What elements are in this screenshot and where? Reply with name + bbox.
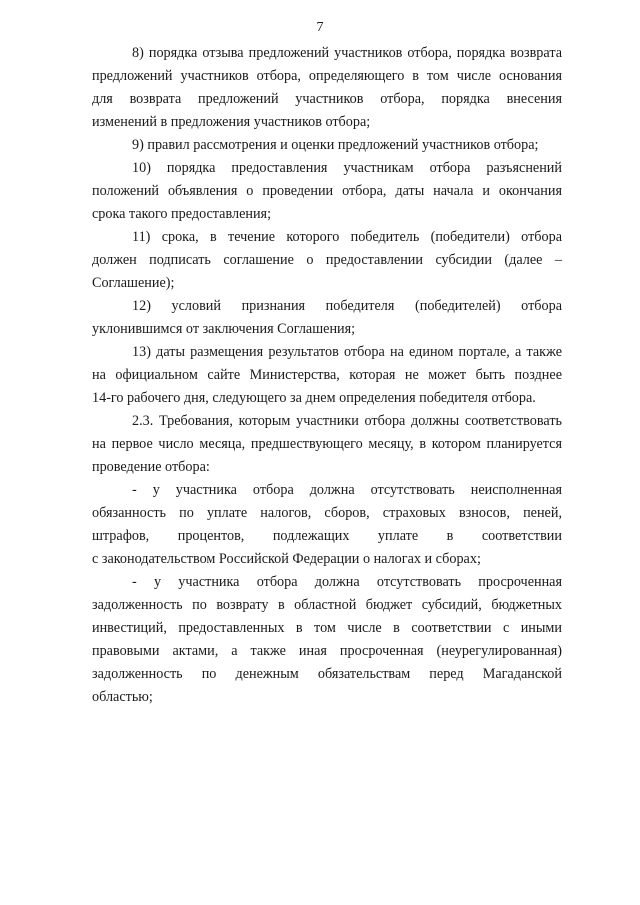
- text-line: - у участника отбора должна отсутствовать просроченная: [132, 574, 562, 590]
- text-line: уклонившимся от заключения Соглашения;: [92, 321, 356, 337]
- text-line: предложений участников отбора, определяющего в том числе основания: [92, 68, 562, 84]
- text-line: изменений в предложения участников отбора;: [92, 114, 371, 130]
- paragraph-item-12: [92, 295, 562, 341]
- text-line: 14-го рабочего дня, следующего за днем определения победителя отбора.: [92, 390, 536, 406]
- text-line: 10) порядка предоставления участникам отбора разъяснений: [132, 160, 562, 176]
- text-line: 11) срока, в течение которого победитель (победители) отбора: [132, 229, 562, 245]
- text-line: областью;: [92, 689, 153, 705]
- paragraph-item-8: [92, 42, 562, 134]
- text-line: инвестиций, предоставленных в том числе в соответствии с иными: [92, 620, 562, 636]
- text-line: обязанность по уплате налогов, сборов, страховых взносов, пеней,: [92, 505, 562, 521]
- text-line: для возврата предложений участников отбора, порядка внесения: [92, 91, 562, 107]
- requirement-item-2: [92, 571, 562, 709]
- text-line: Соглашение);: [92, 275, 175, 291]
- text-line: срока такого предоставления;: [92, 206, 272, 222]
- section-2-3-intro: [92, 410, 562, 479]
- paragraph-item-10: [92, 157, 562, 226]
- text-line: на первое число месяца, предшествующего месяцу, в котором планируется: [92, 436, 562, 452]
- text-line: 8) порядка отзыва предложений участников отбора, порядка возврата: [132, 45, 562, 61]
- text-line: задолженность по возврату в областной бюджет субсидий, бюджетных: [92, 597, 562, 613]
- text-line: 13) даты размещения результатов отбора на едином портале, а также: [132, 344, 562, 360]
- text-line: положений объявления о проведении отбора, даты начала и окончания: [92, 183, 562, 199]
- text-line: должен подписать соглашение о предоставлении субсидии (далее –: [92, 252, 562, 268]
- text-line: 2.3. Требования, которым участники отбора должны соответствовать: [132, 413, 562, 429]
- text-line: 9) правил рассмотрения и оценки предложений участников отбора;: [132, 137, 539, 153]
- text-line: задолженность по денежным обязательствам перед Магаданской: [92, 666, 562, 682]
- text-line: - у участника отбора должна отсутствовать неисполненная: [132, 482, 562, 498]
- text-line: штрафов, процентов, подлежащих уплате в соответствии: [92, 528, 562, 544]
- paragraph-item-13: [92, 341, 562, 410]
- document-body: [92, 42, 562, 709]
- text-line: 12) условий признания победителя (победителей) отбора: [132, 298, 562, 314]
- text-line: с законодательством Российской Федерации о налогах и сборах;: [92, 551, 481, 567]
- requirement-item-1: [92, 479, 562, 571]
- text-line: на официальном сайте Министерства, которая не может быть позднее: [92, 367, 562, 383]
- paragraph-item-9: [92, 134, 562, 157]
- page-number: 7: [316, 20, 324, 35]
- text-line: правовыми актами, а также иная просроченная (неурегулированная): [92, 643, 562, 659]
- paragraph-item-11: [92, 226, 562, 295]
- text-line: проведение отбора:: [92, 459, 210, 475]
